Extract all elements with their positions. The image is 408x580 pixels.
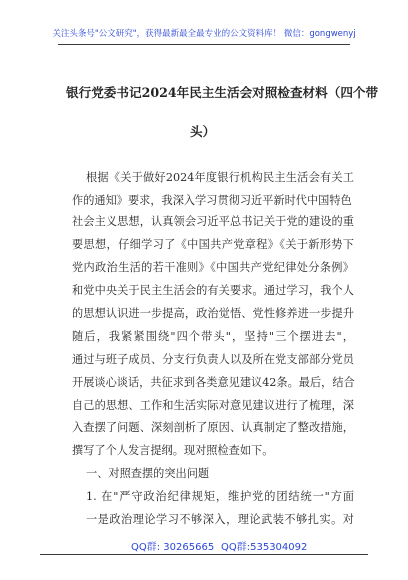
header-notice[interactable]: 关注头条号"公文研究"，获得最新最全最专业的公文资料库！ 微信：gongwenyj — [52, 29, 356, 39]
header-divider — [58, 44, 350, 45]
footer-qq-group-1[interactable]: QQ群: 30265665 — [131, 542, 215, 553]
body-line: 入查摆了问题、深刻剖析了原因、认真制定了整改措施， — [72, 421, 354, 434]
body-line: 要思想，仔细学习了《中国共产党章程》《关于新形势下 — [72, 238, 354, 251]
body-line: 的思想认识进一步提高，政治觉悟、党性修养进一步提升 — [72, 307, 354, 320]
document-title-line-1: 银行党委书记2024年民主生活会对照检查材料（四个带 — [66, 85, 379, 100]
body-line: 和党中央关于民主生活会的有关要求。通过学习，我个人 — [72, 284, 354, 297]
body-line: 根据《关于做好2024年度银行机构民主生活会有关工 — [86, 171, 354, 184]
body-line: 开展谈心谈话，共征求到各类意见建议42条。最后，结合 — [72, 376, 355, 389]
footer-qq-group-2[interactable]: QQ群:535304092 — [221, 542, 308, 553]
body-line: 社会主义思想，认真领会习近平总书记关于党的建设的重 — [72, 215, 354, 228]
subsection-heading: 1. 在"严守政治纪律规矩，维护党的团结统一"方面 — [86, 490, 354, 503]
body-line: 一是政治理论学习不够深入，理论武装不够扎实。对 — [86, 513, 354, 526]
body-line: 党内政治生活的若干准则》《中国共产党纪律处分条例》 — [72, 261, 354, 274]
section-heading: 一、对照查摆的突出问题 — [86, 467, 210, 480]
footer — [0, 538, 408, 552]
body-line: 作的通知》要求，我深入学习贯彻习近平新时代中国特色 — [72, 194, 352, 207]
body-line: 撰写了个人发言提纲。现对照检查如下。 — [72, 444, 274, 457]
body-line: 随后，我紧紧围绕"四个带头"，坚持"三个摆进去"， — [72, 330, 354, 343]
document-title-line-2: 头） — [190, 124, 216, 139]
body-line: 自己的思想、工作和生活实际对意见建议进行了梳理，深 — [72, 399, 354, 412]
footer-divider — [40, 554, 368, 555]
body-line: 通过与班子成员、分支行负责人以及所在党支部部分党员 — [72, 353, 354, 366]
